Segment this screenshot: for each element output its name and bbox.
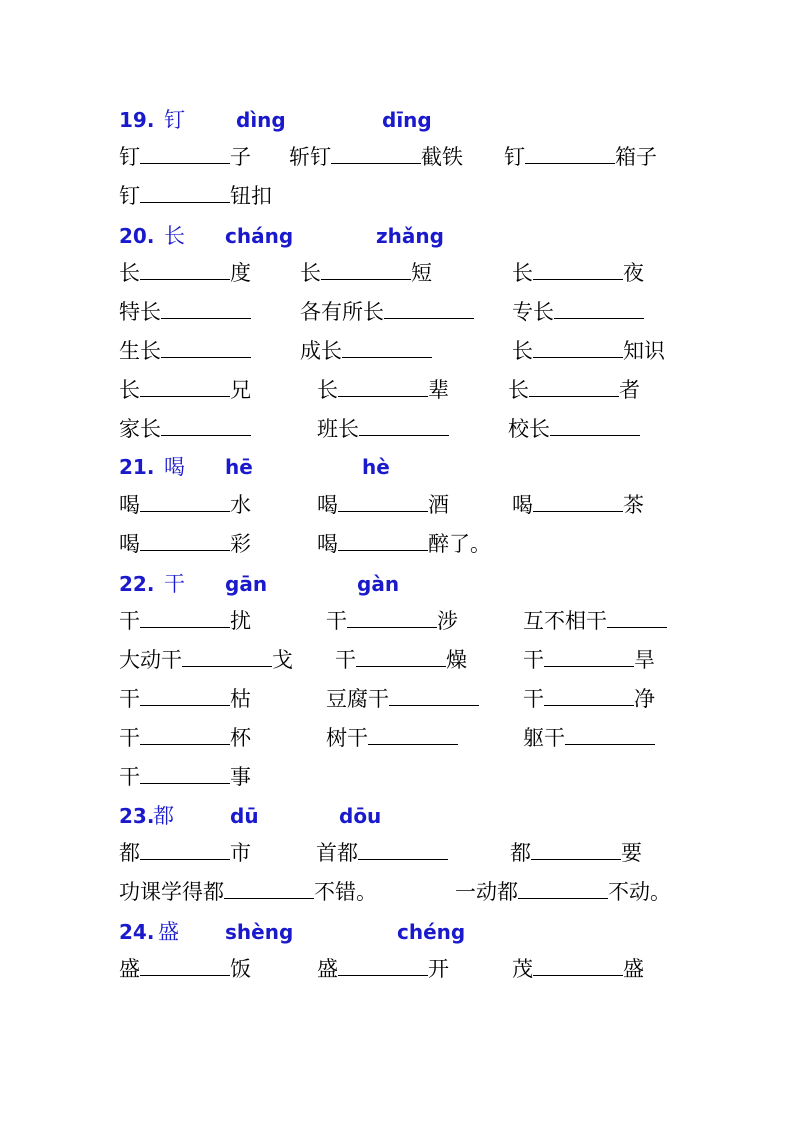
prefix-text: 校长 — [508, 417, 550, 441]
prefix-text: 干 — [119, 765, 140, 789]
blank — [356, 645, 446, 667]
fill-item — [512, 297, 644, 327]
fill-item — [300, 336, 432, 366]
prefix-text: 喝 — [317, 532, 338, 556]
section-number: 23. — [119, 804, 155, 828]
suffix-text: 知识 — [623, 339, 665, 363]
pinyin-2: dōu — [339, 804, 382, 828]
blank — [533, 258, 623, 280]
fill-item — [523, 645, 655, 675]
blank — [368, 723, 458, 745]
blank — [140, 490, 230, 512]
prefix-text: 长 — [300, 261, 321, 285]
suffix-text: 度 — [230, 261, 251, 285]
blank — [525, 142, 615, 164]
suffix-text: 涉 — [437, 609, 458, 633]
fill-item — [523, 723, 655, 753]
blank — [389, 684, 479, 706]
fill-item — [504, 142, 657, 172]
suffix-text: 不动。 — [608, 880, 671, 904]
blank — [140, 838, 230, 860]
pinyin-1: shèng — [225, 920, 294, 944]
suffix-text: 子 — [230, 145, 251, 169]
fill-item — [119, 838, 251, 868]
prefix-text: 钉 — [119, 145, 140, 169]
prefix-text: 盛 — [119, 957, 140, 981]
fill-item — [119, 142, 251, 172]
prefix-text: 长 — [317, 378, 338, 402]
fill-item — [508, 375, 640, 405]
suffix-text: 盛 — [623, 957, 644, 981]
fill-item — [512, 336, 665, 366]
blank — [338, 375, 428, 397]
suffix-text: 开 — [428, 957, 449, 981]
fill-item — [326, 723, 458, 753]
fill-item — [317, 954, 449, 984]
suffix-text: 者 — [619, 378, 640, 402]
suffix-text: 饭 — [230, 957, 251, 981]
prefix-text: 长 — [512, 261, 533, 285]
fill-item — [119, 414, 251, 444]
blank — [338, 954, 428, 976]
suffix-text: 戈 — [272, 648, 293, 672]
suffix-text: 净 — [634, 687, 655, 711]
section-character: 都 — [153, 804, 174, 828]
blank — [140, 375, 230, 397]
prefix-text: 干 — [335, 648, 356, 672]
prefix-text: 茂 — [512, 957, 533, 981]
prefix-text: 都 — [119, 841, 140, 865]
fill-item — [317, 529, 491, 559]
suffix-text: 燥 — [446, 648, 467, 672]
prefix-text: 功课学得都 — [119, 880, 224, 904]
suffix-text: 水 — [230, 493, 251, 517]
fill-item — [119, 877, 377, 907]
blank — [533, 954, 623, 976]
section-character: 钉 — [164, 108, 185, 132]
prefix-text: 钉 — [119, 184, 140, 208]
blank — [338, 529, 428, 551]
blank — [161, 336, 251, 358]
suffix-text: 钮扣 — [230, 184, 272, 208]
blank — [358, 838, 448, 860]
suffix-text: 短 — [411, 261, 432, 285]
prefix-text: 长 — [508, 378, 529, 402]
pinyin-2: gàn — [357, 572, 400, 596]
prefix-text: 盛 — [317, 957, 338, 981]
blank — [224, 877, 314, 899]
fill-item — [335, 645, 467, 675]
pinyin-1: hē — [225, 455, 253, 479]
section-character: 长 — [164, 224, 185, 248]
blank — [140, 606, 230, 628]
fill-item — [119, 606, 251, 636]
fill-item — [289, 142, 463, 172]
blank — [554, 297, 644, 319]
blank — [531, 838, 621, 860]
fill-item — [119, 490, 251, 520]
prefix-text: 成长 — [300, 339, 342, 363]
fill-item — [119, 954, 251, 984]
prefix-text: 躯干 — [523, 726, 565, 750]
fill-item — [512, 258, 644, 288]
fill-item — [510, 838, 642, 868]
blank — [140, 954, 230, 976]
fill-item — [119, 336, 251, 366]
blank — [565, 723, 655, 745]
suffix-text: 茶 — [623, 493, 644, 517]
fill-item — [455, 877, 671, 907]
prefix-text: 干 — [326, 609, 347, 633]
blank — [544, 645, 634, 667]
blank — [331, 142, 421, 164]
blank — [342, 336, 432, 358]
suffix-text: 辈 — [428, 378, 449, 402]
blank — [384, 297, 474, 319]
fill-item — [326, 684, 479, 714]
fill-item — [523, 684, 655, 714]
blank — [161, 297, 251, 319]
fill-item — [316, 838, 448, 868]
fill-item — [317, 375, 449, 405]
fill-item — [317, 414, 449, 444]
pinyin-1: dū — [230, 804, 259, 828]
suffix-text: 夜 — [623, 261, 644, 285]
prefix-text: 钉 — [504, 145, 525, 169]
prefix-text: 长 — [512, 339, 533, 363]
fill-item — [119, 529, 251, 559]
prefix-text: 特长 — [119, 300, 161, 324]
pinyin-1: gān — [225, 572, 268, 596]
prefix-text: 干 — [523, 687, 544, 711]
prefix-text: 班长 — [317, 417, 359, 441]
blank — [321, 258, 411, 280]
fill-item — [317, 490, 449, 520]
blank — [140, 684, 230, 706]
prefix-text: 都 — [510, 841, 531, 865]
section-number: 21. — [119, 455, 155, 479]
fill-item — [119, 723, 251, 753]
prefix-text: 喝 — [317, 493, 338, 517]
prefix-text: 家长 — [119, 417, 161, 441]
fill-item — [508, 414, 640, 444]
suffix-text: 不错。 — [314, 880, 377, 904]
prefix-text: 喝 — [119, 493, 140, 517]
prefix-text: 干 — [119, 609, 140, 633]
blank — [140, 181, 230, 203]
suffix-text: 截铁 — [421, 145, 463, 169]
blank — [359, 414, 449, 436]
fill-item — [512, 954, 644, 984]
section-character: 盛 — [158, 920, 179, 944]
section-number: 19. — [119, 108, 155, 132]
blank — [140, 529, 230, 551]
prefix-text: 干 — [523, 648, 544, 672]
blank — [529, 375, 619, 397]
blank — [550, 414, 640, 436]
section-number: 24. — [119, 920, 155, 944]
suffix-text: 扰 — [230, 609, 251, 633]
prefix-text: 专长 — [512, 300, 554, 324]
suffix-text: 市 — [230, 841, 251, 865]
fill-item — [119, 258, 251, 288]
prefix-text: 干 — [119, 687, 140, 711]
blank — [140, 142, 230, 164]
blank — [140, 723, 230, 745]
prefix-text: 长 — [119, 261, 140, 285]
section-number: 22. — [119, 572, 155, 596]
blank — [338, 490, 428, 512]
fill-item — [119, 297, 251, 327]
blank — [518, 877, 608, 899]
prefix-text: 大动干 — [119, 648, 182, 672]
suffix-text: 杯 — [230, 726, 251, 750]
prefix-text: 喝 — [512, 493, 533, 517]
prefix-text: 长 — [119, 378, 140, 402]
pinyin-2: zhǎng — [376, 224, 444, 248]
suffix-text: 事 — [230, 765, 251, 789]
prefix-text: 互不相干 — [523, 609, 607, 633]
fill-item — [512, 490, 644, 520]
section-number: 20. — [119, 224, 155, 248]
suffix-text: 枯 — [230, 687, 251, 711]
blank — [161, 414, 251, 436]
suffix-text: 彩 — [230, 532, 251, 556]
fill-item — [523, 606, 667, 636]
blank — [140, 258, 230, 280]
prefix-text: 干 — [119, 726, 140, 750]
prefix-text: 豆腐干 — [326, 687, 389, 711]
prefix-text: 树干 — [326, 726, 368, 750]
fill-item — [119, 375, 251, 405]
pinyin-2: hè — [362, 455, 390, 479]
prefix-text: 首都 — [316, 841, 358, 865]
prefix-text: 生长 — [119, 339, 161, 363]
suffix-text: 旱 — [634, 648, 655, 672]
section-character: 干 — [164, 572, 185, 596]
fill-item — [119, 181, 272, 211]
blank — [533, 336, 623, 358]
blank — [140, 762, 230, 784]
fill-item — [119, 684, 251, 714]
suffix-text: 要 — [621, 841, 642, 865]
prefix-text: 一动都 — [455, 880, 518, 904]
fill-item — [119, 645, 293, 675]
blank — [544, 684, 634, 706]
pinyin-2: dīng — [382, 108, 432, 132]
suffix-text: 醉了。 — [428, 532, 491, 556]
prefix-text: 各有所长 — [300, 300, 384, 324]
fill-item — [300, 258, 432, 288]
prefix-text: 喝 — [119, 532, 140, 556]
blank — [607, 606, 667, 628]
blank — [182, 645, 272, 667]
suffix-text: 箱子 — [615, 145, 657, 169]
prefix-text: 斩钉 — [289, 145, 331, 169]
fill-item — [326, 606, 458, 636]
section-character: 喝 — [164, 455, 185, 479]
pinyin-2: chéng — [397, 920, 466, 944]
fill-item — [119, 762, 251, 792]
blank — [533, 490, 623, 512]
pinyin-1: dìng — [236, 108, 286, 132]
pinyin-1: cháng — [225, 224, 294, 248]
blank — [347, 606, 437, 628]
suffix-text: 兄 — [230, 378, 251, 402]
fill-item — [300, 297, 474, 327]
suffix-text: 酒 — [428, 493, 449, 517]
